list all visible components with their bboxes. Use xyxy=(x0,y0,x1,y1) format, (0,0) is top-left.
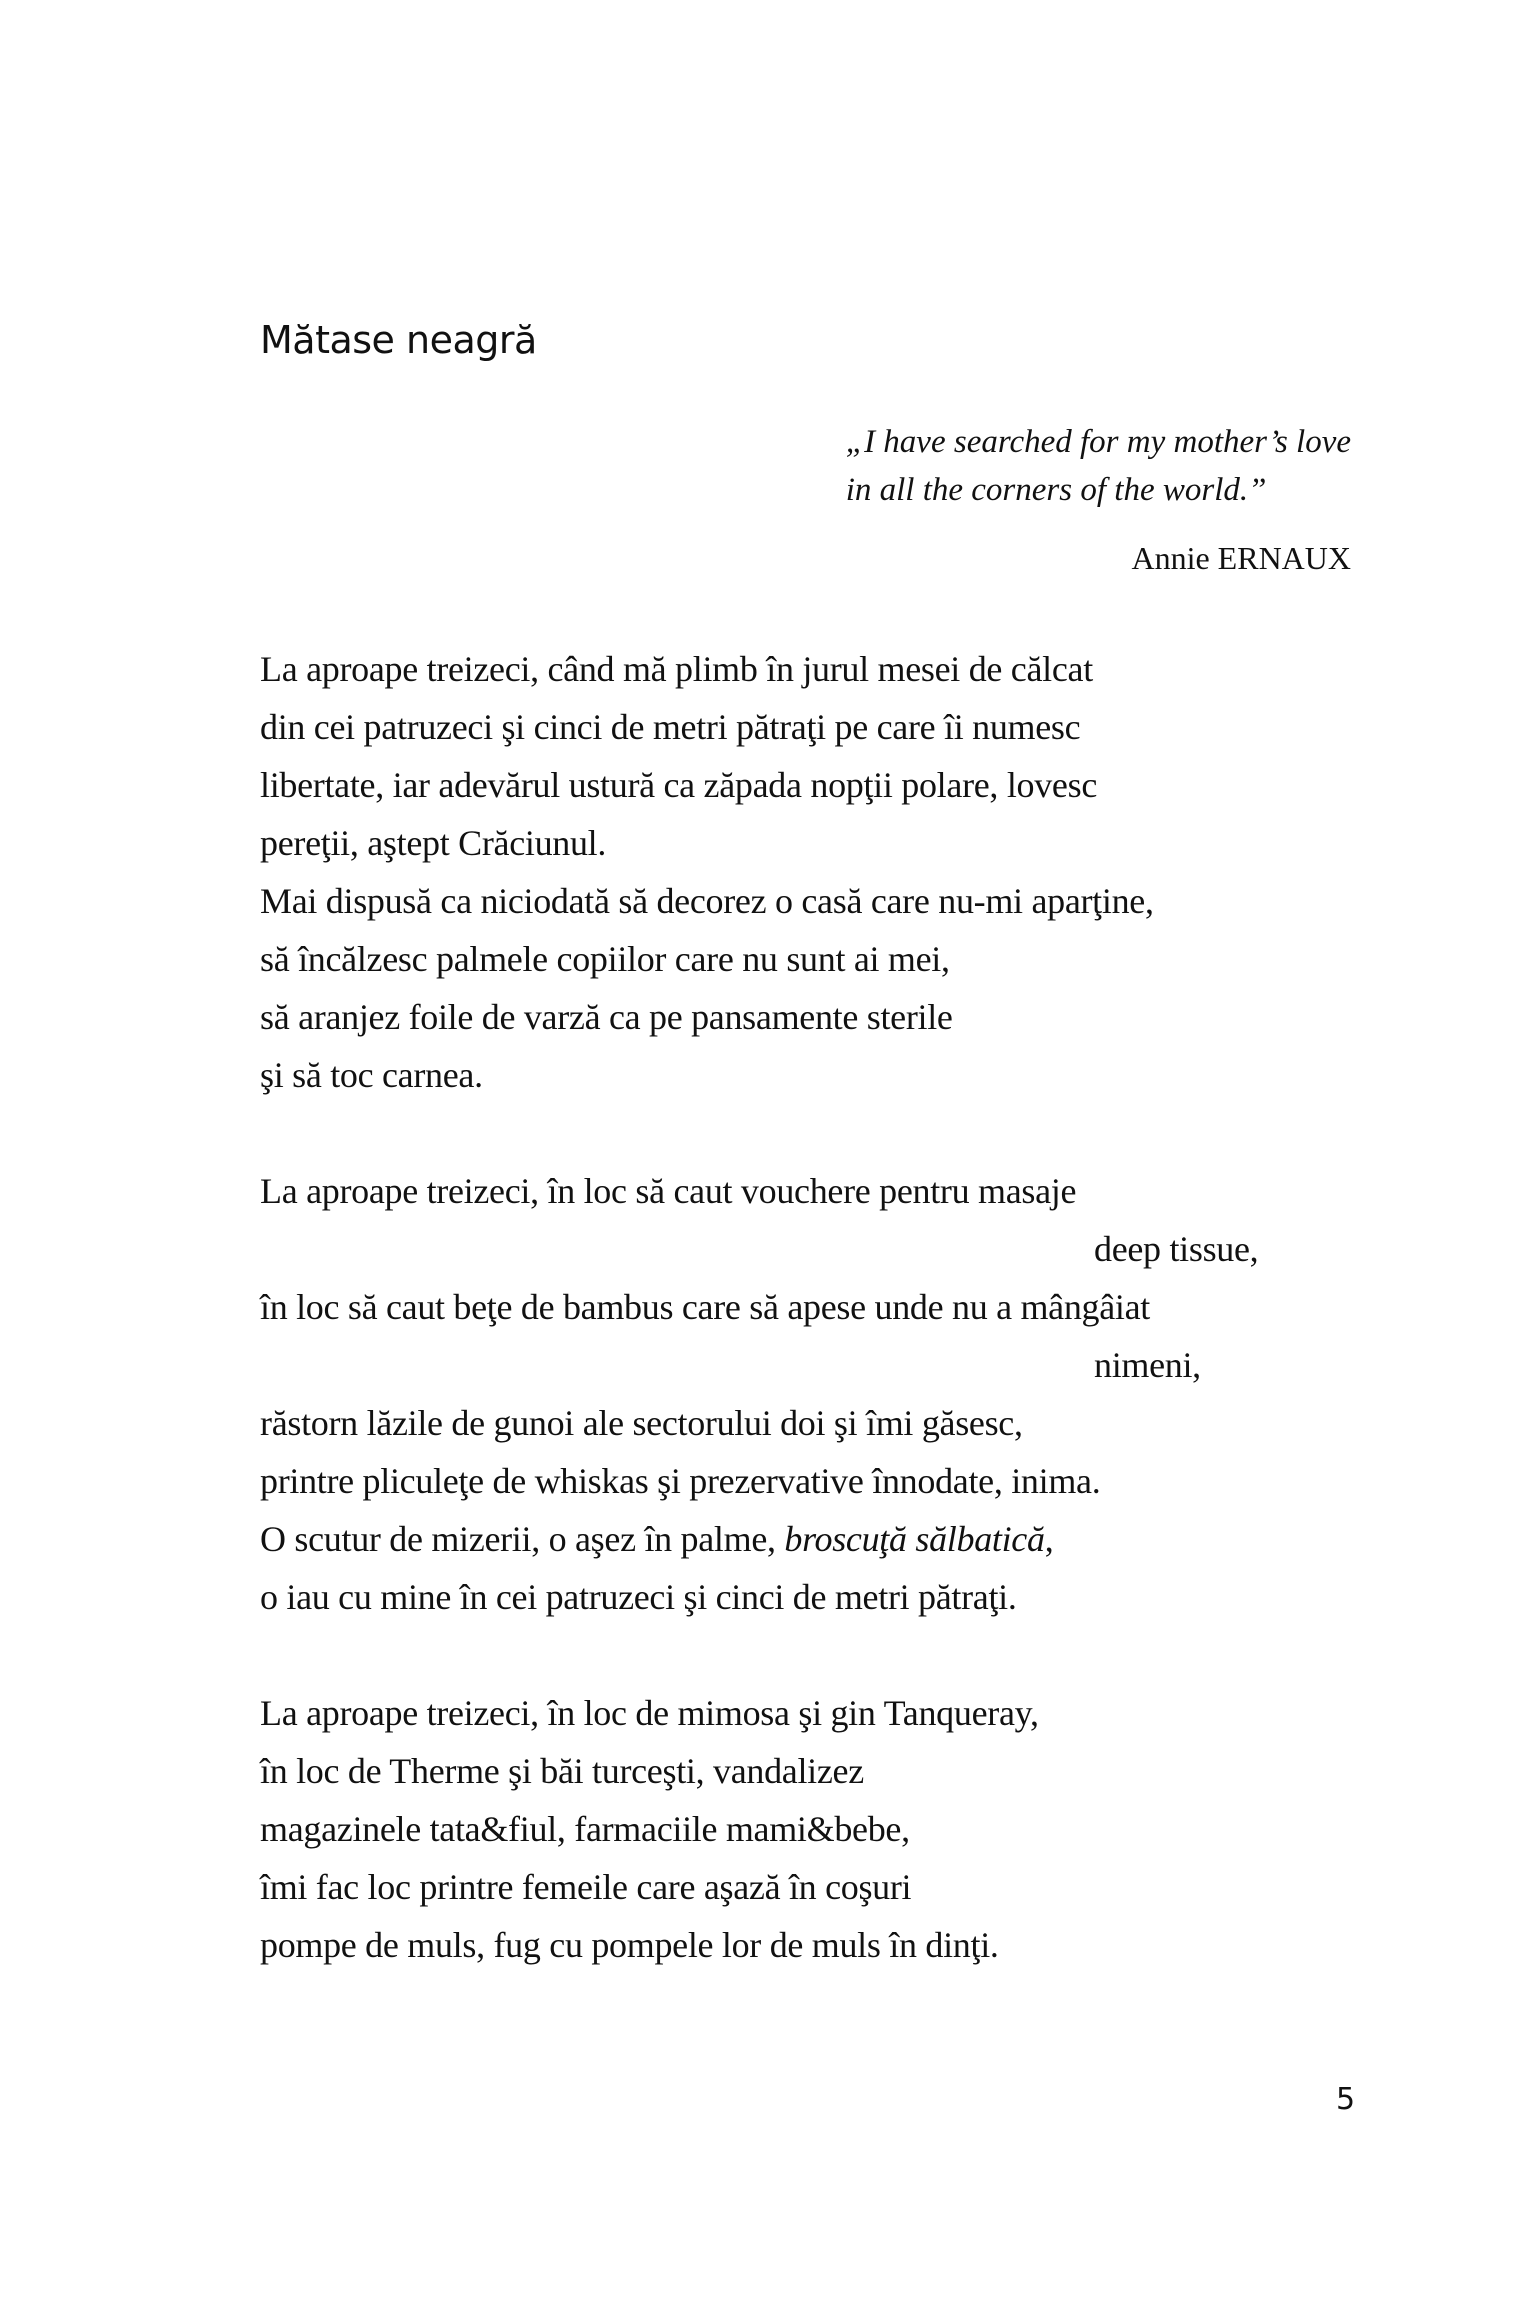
verse-line: pereţii, aştept Crăciunul. xyxy=(260,823,607,863)
verse-line: libertate, iar adevărul ustură ca zăpada nopţii polare, lovesc xyxy=(260,765,1097,805)
verse-line: magazinele tata&fiul, farmaciile mami&bebe, xyxy=(260,1809,910,1849)
motto-author: Annie ERNAUX xyxy=(1131,540,1351,576)
verse-line: răstorn lăzile de gunoi ale sectorului doi şi îmi găsesc, xyxy=(260,1403,1023,1443)
verse-line: La aproape treizeci, când mă plimb în jurul mesei de călcat xyxy=(260,649,1093,689)
poem-title: Mătase neagră xyxy=(260,318,537,362)
motto-line: in all the corners of the world.” xyxy=(845,472,1267,508)
verse-line: îmi fac loc printre femeile care aşază în coşuri xyxy=(260,1867,912,1907)
verse-line: în loc să caut beţe de bambus care să apese unde nu a mângâiat xyxy=(260,1287,1151,1327)
verse-line: o iau cu mine în cei patruzeci şi cinci de metri pătraţi. xyxy=(260,1577,1017,1617)
verse-line: din cei patruzeci şi cinci de metri pătraţi pe care îi numesc xyxy=(260,707,1081,747)
verse-line: pompe de muls, fug cu pompele lor de muls în dinţi. xyxy=(260,1925,999,1965)
verse-line: să aranjez foile de varză ca pe pansamente sterile xyxy=(260,997,953,1037)
verse-text: O scutur de mizerii, o aşez în palme, xyxy=(260,1519,785,1559)
stanza-3 xyxy=(260,1684,1410,1974)
verse-line: printre pliculeţe de whiskas şi prezervative înnodate, inima. xyxy=(260,1461,1101,1501)
verse-line-indented: deep tissue, xyxy=(1094,1229,1259,1269)
verse-line: în loc de Therme şi băi turceşti, vandalizez xyxy=(260,1751,864,1791)
verse-line: La aproape treizeci, în loc să caut vouchere pentru masaje xyxy=(260,1171,1077,1211)
stanza-break xyxy=(260,1104,1410,1162)
verse-line-indented: nimeni, xyxy=(1094,1345,1201,1385)
verse-text: , xyxy=(1044,1519,1054,1559)
verse-line xyxy=(260,1510,1410,1568)
stanza-break xyxy=(260,1626,1410,1684)
verse-line: La aproape treizeci, în loc de mimosa şi gin Tanqueray, xyxy=(260,1693,1039,1733)
verse-line: Mai dispusă ca niciodată să decorez o casă care nu-mi aparţine, xyxy=(260,881,1154,921)
stanza-1 xyxy=(260,640,1410,1104)
motto-line: „I have searched for my mother’s love xyxy=(845,424,1351,460)
verse-line: şi să toc carnea. xyxy=(260,1055,483,1095)
verse-italic: broscuţă sălbatică xyxy=(784,1519,1045,1559)
motto xyxy=(846,418,1351,514)
page-number: 5 xyxy=(1336,2082,1356,2117)
poem-body xyxy=(260,640,1410,1974)
verse-line: să încălzesc palmele copiilor care nu sunt ai mei, xyxy=(260,939,950,979)
stanza-2 xyxy=(260,1162,1410,1626)
